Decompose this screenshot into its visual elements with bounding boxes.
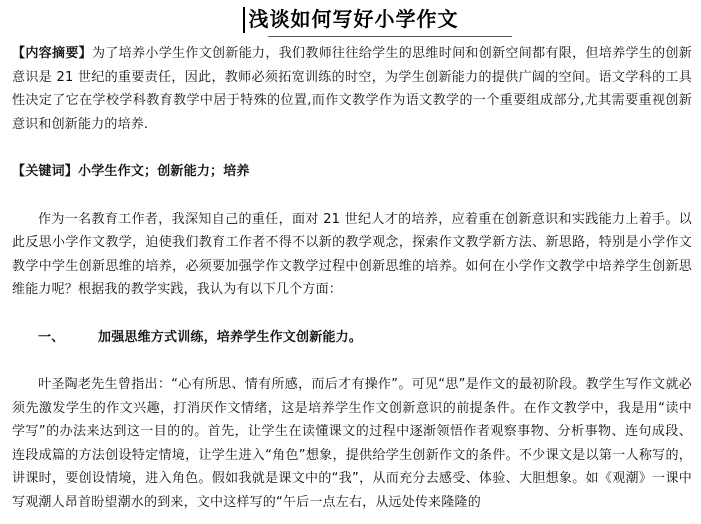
intro-paragraph: 作为一名教育工作者，我深知自己的重任，面对 21 世纪人才的培养，应着重在创新意识和实践能力上着手。以此反思小学作文教学，迫使我们教育工作者不得不以新的教学观念，探索作文教学新方法、新思路，特别是小学作文教学中学生创新思维的培养，必须要加强学作文教学过程中创新思维的培养。如何在小学作文教学中培养学生创新思维能力呢？根据我的教学实践，我认为有以下几个方面： bbox=[12, 211, 692, 297]
title-underline bbox=[268, 36, 512, 37]
keywords-paragraph bbox=[12, 160, 692, 184]
document-title bbox=[243, 4, 459, 34]
title-area bbox=[0, 4, 701, 34]
keywords-label: 【关键词】 bbox=[12, 164, 79, 179]
document-title-text: 浅谈如何写好小学作文 bbox=[248, 7, 459, 31]
spacer bbox=[12, 136, 692, 160]
abstract-label: 【内容摘要】 bbox=[12, 46, 93, 61]
document-body bbox=[12, 42, 692, 514]
keywords-text: 小学生作文；创新能力；培养 bbox=[78, 164, 250, 179]
text-cursor bbox=[243, 7, 245, 33]
section-paragraph: 叶圣陶老先生曾指出：“心有所思、情有所感，而后才有操作”。可见“思”是作文的最初阶段。教学生写作文就必须先激发学生的作文兴趣，打消厌作文情绪，这是培养学生作文创新意识的前提条件。在作文教学中，我是用“读中学写”的办法来达到这一目的的。首先，让学生在读懂课文的过程中逐渐领悟作者观察事物、分析事物、连句成段、连段成篇的方法创设特定情境，让学生进入“角色”想象，提供给学生创新作文的条件。不少课文是以第一人称写的，讲课时，要创设情境，进入角色。假如我就是课文中的“我”，从而充分去感受、体验、大胆想象。如《观潮》一课中写观潮人昂首盼望潮水的到来，文中这样写的“午后一点左右，从远处传来隆隆的 bbox=[12, 377, 692, 510]
spacer bbox=[12, 349, 692, 373]
section-title: 加强思维方式训练，培养学生作文创新能力。 bbox=[98, 329, 363, 345]
section-heading bbox=[12, 326, 692, 350]
section-number: 一、 bbox=[38, 329, 65, 345]
spacer bbox=[12, 302, 692, 326]
abstract-text: 为了培养小学生作文创新能力，我们教师往往给学生的思维时间和创新空间都有限，但培养学生的创新意识是 21 世纪的重要责任，因此，教师必须拓宽训练的时空，为学生创新能力的提供广阔的空间。语文学科的工具性决定了它在学校学科教育教学中居于特殊的位置,而作文教学作为语文教学的一个重要组成部分,尤其需要重视创新意识和创新能力的培养. bbox=[12, 46, 692, 132]
abstract-paragraph bbox=[12, 42, 692, 136]
spacer bbox=[12, 184, 692, 208]
